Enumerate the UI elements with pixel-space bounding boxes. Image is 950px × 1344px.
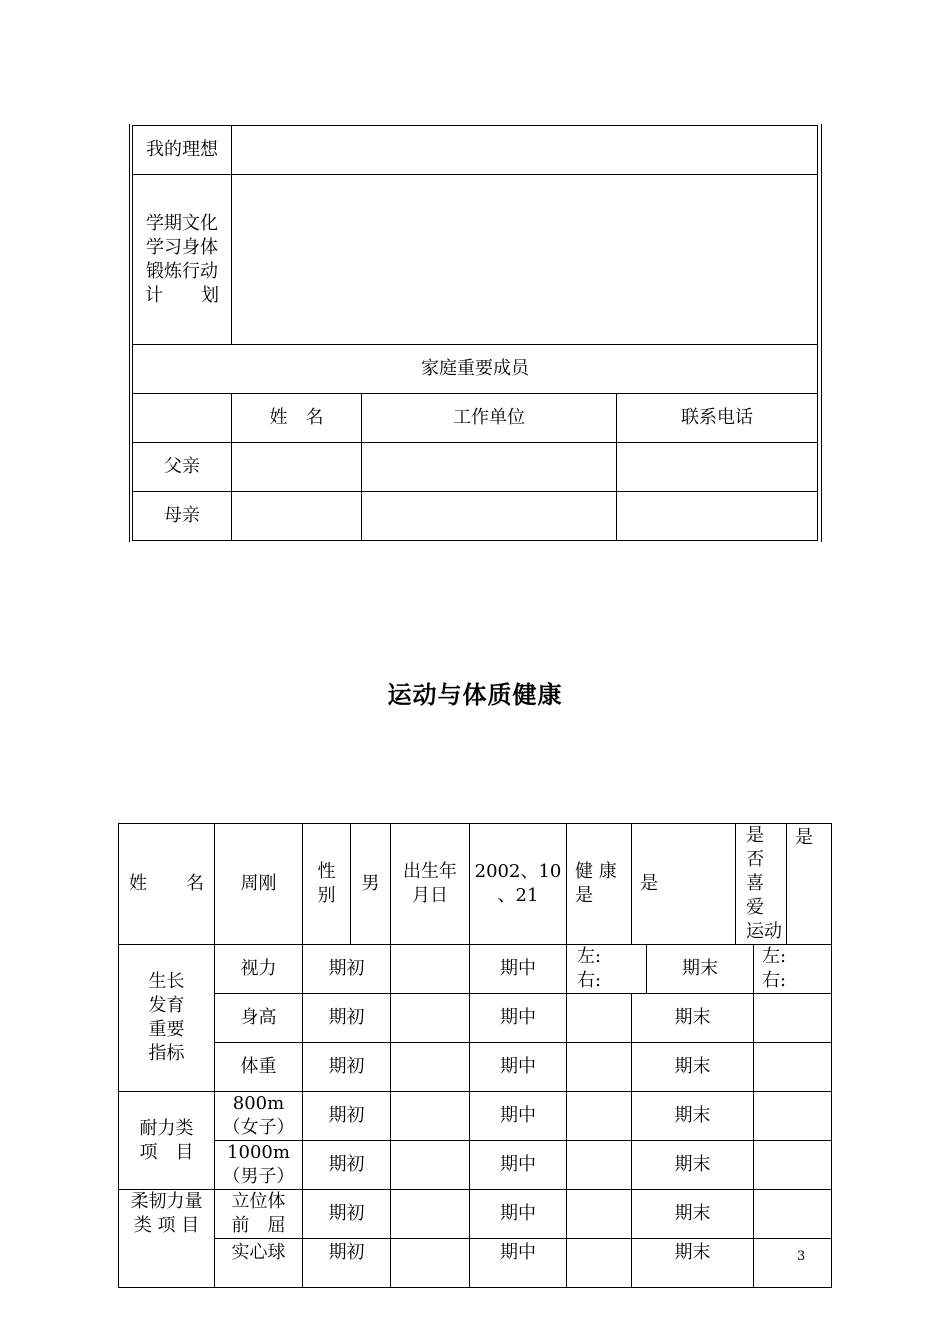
health-label-2: 是 — [575, 885, 593, 906]
father-label: 父亲 — [133, 443, 232, 492]
family-col-name: 姓 名 — [232, 394, 362, 443]
vision-mid-value — [567, 945, 647, 994]
run1000-label-2: （男子） — [222, 1166, 295, 1187]
run800-start-label: 期初 — [303, 1092, 391, 1141]
mother-work-cell[interactable] — [362, 492, 617, 541]
plan-value-cell[interactable] — [232, 175, 818, 345]
weight-mid-value[interactable] — [567, 1043, 632, 1092]
growth-label-3: 重要 — [148, 1019, 185, 1040]
weight-start-value[interactable] — [391, 1043, 470, 1092]
mother-name-cell[interactable] — [232, 492, 362, 541]
standing-start-value[interactable] — [391, 1190, 470, 1239]
growth-group-label — [119, 945, 215, 1092]
birth-label-2: 月日 — [412, 885, 448, 906]
endurance-group-label — [119, 1092, 215, 1190]
father-phone-cell[interactable] — [617, 443, 818, 492]
vision-end-label: 期末 — [647, 945, 754, 994]
run1000-label-1: 1000m — [227, 1142, 290, 1163]
standing-label — [215, 1190, 303, 1239]
standing-end-label: 期末 — [632, 1190, 754, 1239]
name-label-a: 姓 — [129, 873, 147, 894]
height-mid-label: 期中 — [470, 994, 567, 1043]
vision-mid-label: 期中 — [470, 945, 567, 994]
standing-label-1: 立位体 — [231, 1191, 286, 1212]
health-value: 是 — [632, 824, 736, 945]
height-label: 身高 — [215, 994, 303, 1043]
page-number: 3 — [797, 1249, 806, 1264]
weight-label: 体重 — [215, 1043, 303, 1092]
medicine-ball-label: 实心球 — [215, 1239, 303, 1288]
ball-start-label: 期初 — [303, 1239, 391, 1288]
weight-end-value[interactable] — [754, 1043, 832, 1092]
run800-end-value[interactable] — [754, 1092, 832, 1141]
ball-end-value[interactable] — [754, 1239, 832, 1288]
gender-label-1: 性 — [317, 861, 336, 882]
sport-label-1: 是 否 喜 — [746, 825, 764, 894]
endurance-label-1: 耐力类 — [139, 1117, 194, 1139]
plan-label-ji: 计 — [145, 284, 163, 306]
growth-label-4: 指标 — [148, 1043, 185, 1064]
birth-value-2: 、21 — [497, 885, 539, 906]
health-label-1: 健 康 — [575, 861, 617, 882]
standing-label-2: 前 屈 — [231, 1215, 286, 1236]
name-label — [119, 824, 215, 945]
family-col-work: 工作单位 — [362, 394, 617, 443]
flex-label-1: 柔韧力量 — [130, 1191, 203, 1212]
gender-label-2: 别 — [317, 885, 336, 906]
ball-start-value[interactable] — [391, 1239, 470, 1288]
standing-mid-value[interactable] — [567, 1190, 632, 1239]
height-start-value[interactable] — [391, 994, 470, 1043]
run1000-end-label: 期末 — [632, 1141, 754, 1190]
plan-label — [133, 175, 232, 345]
sport-value: 是 — [787, 824, 832, 945]
birth-value — [470, 824, 567, 945]
vision-mid-right: 右: — [577, 970, 602, 991]
vision-end-left: 左: — [762, 946, 787, 967]
birth-value-1: 2002、10 — [474, 861, 562, 882]
plan-label-line-3: 锻炼行动 — [146, 260, 218, 282]
sport-label — [736, 824, 787, 945]
run1000-mid-label: 期中 — [470, 1141, 567, 1190]
vision-mid-left: 左: — [577, 946, 602, 967]
family-header: 家庭重要成员 — [133, 345, 818, 394]
flex-label-2: 类 项 目 — [133, 1215, 200, 1236]
family-col-phone: 联系电话 — [617, 394, 818, 443]
vision-end-value — [754, 945, 832, 994]
fitness-table — [118, 823, 832, 1288]
plan-label-hua: 划 — [201, 284, 219, 306]
growth-label-1: 生长 — [148, 971, 185, 992]
father-work-cell[interactable] — [362, 443, 617, 492]
run1000-label — [215, 1141, 303, 1190]
plan-label-line-2: 学习身体 — [146, 236, 218, 258]
gender-value: 男 — [351, 824, 391, 945]
father-name-cell[interactable] — [232, 443, 362, 492]
weight-mid-label: 期中 — [470, 1043, 567, 1092]
name-label-b: 名 — [186, 873, 204, 894]
ball-end-label: 期末 — [632, 1239, 754, 1288]
plan-label-line-4 — [143, 284, 221, 308]
vision-label: 视力 — [215, 945, 303, 994]
run800-label-1: 800m — [232, 1093, 285, 1114]
standing-mid-label: 期中 — [470, 1190, 567, 1239]
vision-start-value[interactable] — [391, 945, 470, 994]
gender-label — [303, 824, 351, 945]
ball-mid-value[interactable] — [567, 1239, 632, 1288]
standing-start-label: 期初 — [303, 1190, 391, 1239]
birth-label-1: 出生年 — [403, 861, 457, 882]
height-end-label: 期末 — [632, 994, 754, 1043]
run800-label — [215, 1092, 303, 1141]
birth-label — [391, 824, 470, 945]
family-corner-cell — [133, 394, 232, 443]
height-mid-value[interactable] — [567, 994, 632, 1043]
mother-label: 母亲 — [133, 492, 232, 541]
run1000-start-label: 期初 — [303, 1141, 391, 1190]
weight-end-label: 期末 — [632, 1043, 754, 1092]
ideal-value-cell[interactable] — [232, 126, 818, 175]
run800-mid-label: 期中 — [470, 1092, 567, 1141]
run800-mid-value[interactable] — [567, 1092, 632, 1141]
standing-end-value[interactable] — [754, 1190, 832, 1239]
personal-plan-table — [132, 125, 818, 541]
name-value: 周刚 — [215, 824, 303, 945]
growth-label-2: 发育 — [148, 995, 185, 1016]
ideal-label: 我的理想 — [133, 126, 232, 175]
vision-start-label: 期初 — [303, 945, 391, 994]
height-end-value[interactable] — [754, 994, 832, 1043]
weight-start-label: 期初 — [303, 1043, 391, 1092]
health-label — [567, 824, 632, 945]
flex-group-label — [119, 1190, 215, 1288]
run800-start-value[interactable] — [391, 1092, 470, 1141]
run1000-mid-value[interactable] — [567, 1141, 632, 1190]
ball-mid-label: 期中 — [470, 1239, 567, 1288]
run800-label-2: （女子） — [222, 1117, 295, 1138]
height-start-label: 期初 — [303, 994, 391, 1043]
plan-label-line-1: 学期文化 — [146, 212, 218, 234]
run800-end-label: 期末 — [632, 1092, 754, 1141]
mother-phone-cell[interactable] — [617, 492, 818, 541]
section-title: 运动与体质健康 — [387, 681, 563, 709]
run1000-start-value[interactable] — [391, 1141, 470, 1190]
vision-end-right: 右: — [762, 970, 787, 991]
run1000-end-value[interactable] — [754, 1141, 832, 1190]
endurance-label-2: 项 目 — [139, 1141, 194, 1163]
sport-label-2: 爱 运动 — [746, 897, 782, 942]
